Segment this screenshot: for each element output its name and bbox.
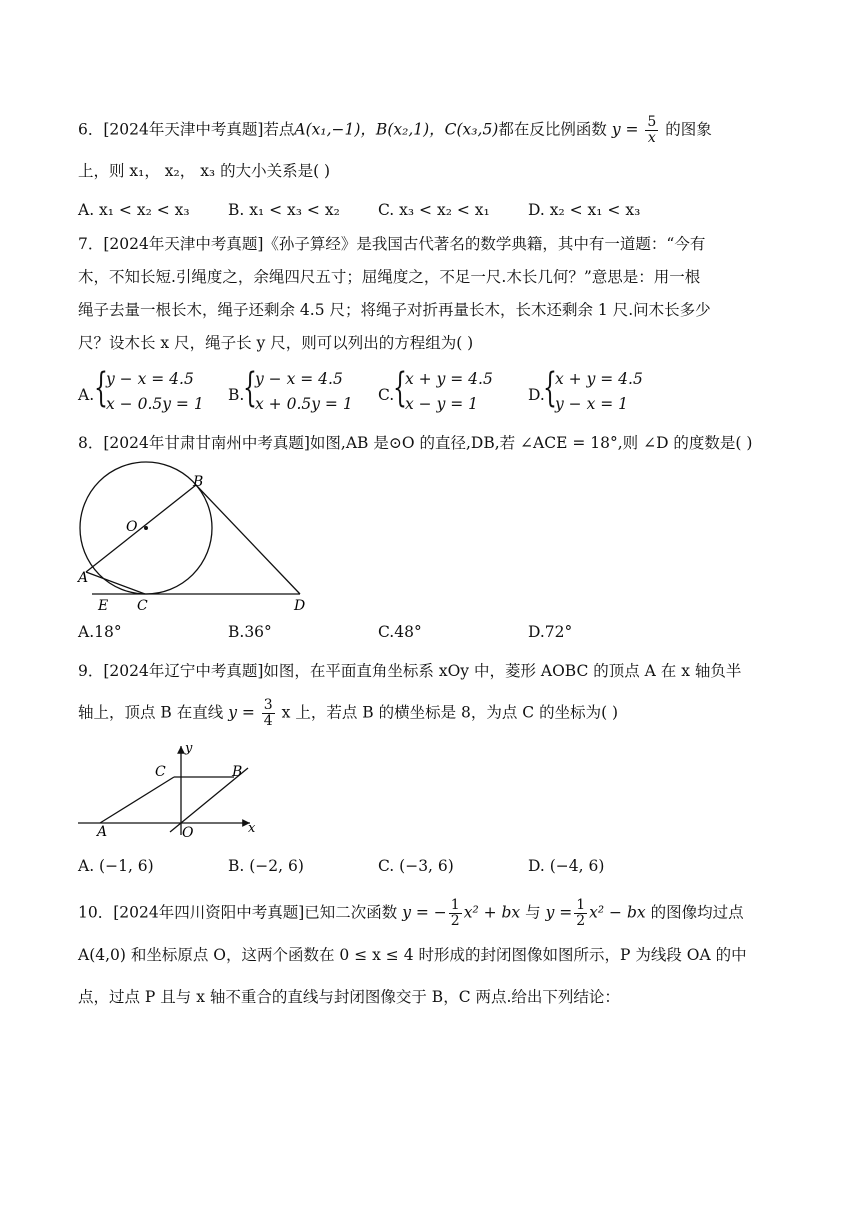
q8-option-b: B.36° <box>228 623 272 641</box>
q6-points: A(x₁,−1)，B(x₂,1)，C(x₃,5) <box>294 120 499 139</box>
q9-label-o: O <box>182 825 194 841</box>
q9-option-a: A. (−1, 6) <box>78 857 154 875</box>
q8-label-b: B <box>193 474 204 490</box>
q7-line2: 木，不知长短.引绳度之，余绳四尺五寸；屈绳度之，不足一尺.木长几何？”意思是：用一根 <box>78 268 701 286</box>
q6-fraction: $\frac{5}{x}$ <box>647 114 657 146</box>
q10-line3: 点，过点 P 且与 x 轴不重合的直线与封闭图像交于 B，C 两点.给出下列结论： <box>78 988 620 1006</box>
q8-option-d: D.72° <box>528 623 573 641</box>
q9-label-a: A <box>97 824 108 840</box>
q7-line1: 7．[2024年天津中考真题]《孙子算经》是我国古代著名的数学典籍，其中有一道题：“今有 <box>78 235 706 253</box>
q9-fraction: $\frac{3}{4}$ <box>263 697 273 729</box>
q7-option-d-label: D. <box>528 386 545 404</box>
q6-line2: 上，则 x₁， x₂， x₃ 的大小关系是( ) <box>78 162 331 180</box>
q7-option-b-label: B. <box>228 386 245 404</box>
q9-label-x: x <box>248 821 256 836</box>
q9-label-b: B <box>232 764 243 780</box>
q7-option-c-label: C. <box>378 386 395 404</box>
q8-label-e: E <box>98 598 109 614</box>
q7-option-a-label: A. <box>78 386 95 404</box>
q8-label-d: D <box>294 598 306 614</box>
q10-fraction-2: $\frac{1}{2}$ <box>576 897 586 929</box>
q6-option-a: A. x₁ < x₂ < x₃ <box>78 201 190 219</box>
q6-line1: 6．[2024年天津中考真题]若点A(x₁,−1)，B(x₂,1)，C(x₃,5)都在反比例函数 y = $\frac{5}{x}$ 的图象 <box>78 114 712 146</box>
q7-line3: 绳子去量一根长木，绳子还剩余 4.5 尺；将绳子对折再量长木，长木还剩余 1 尺.问木长多少 <box>78 301 711 319</box>
q8-label-c: C <box>137 598 148 614</box>
q6-option-d: D. x₂ < x₁ < x₃ <box>528 201 641 219</box>
q9-line1: 9．[2024年辽宁中考真题]如图，在平面直角坐标系 xOy 中，菱形 AOBC 的顶点 A 在 x 轴负半 <box>78 662 742 680</box>
q9-label-y: y <box>185 741 193 756</box>
q8-label-o: O <box>126 519 138 535</box>
q8-label-a: A <box>78 570 89 586</box>
q8-option-c: C.48° <box>378 623 422 641</box>
q6-option-c: C. x₃ < x₂ < x₁ <box>378 201 490 219</box>
q8-option-a: A.18° <box>78 623 122 641</box>
q9-line2: 轴上，顶点 B 在直线 y = $\frac{3}{4}$ x 上，若点 B 的横坐标是 8，为点 C 的坐标为( ) <box>78 697 619 729</box>
q9-side-ac <box>100 777 174 823</box>
q10-fraction-1: $\frac{1}{2}$ <box>450 897 460 929</box>
q8-line1: 8．[2024年甘肃甘南州中考真题]如图,AB 是⊙O 的直径,DB,若 ∠ACE = 18°,则 ∠D 的度数是( ) <box>78 434 753 452</box>
q10-line1: 10．[2024年四川资阳中考真题]已知二次函数 y = − $\frac{1}{2}$ x² + bx 与 y = $\frac{1}{2}$ x² − bx 的图像均过点 <box>78 897 744 929</box>
q9-option-c: C. (−3, 6) <box>378 857 454 875</box>
q9-option-d: D. (−4, 6) <box>528 857 605 875</box>
q7-line4: 尺？设木长 x 尺，绳子长 y 尺，则可以列出的方程组为( ) <box>78 334 474 352</box>
q10-line2: A(4,0) 和坐标原点 O，这两个函数在 0 ≤ x ≤ 4 时形成的封闭图像如图所示，P 为线段 OA 的中 <box>78 946 747 964</box>
q9-option-b: B. (−2, 6) <box>228 857 304 875</box>
q9-label-c: C <box>155 764 166 780</box>
q6-option-b: B. x₁ < x₃ < x₂ <box>228 201 340 219</box>
